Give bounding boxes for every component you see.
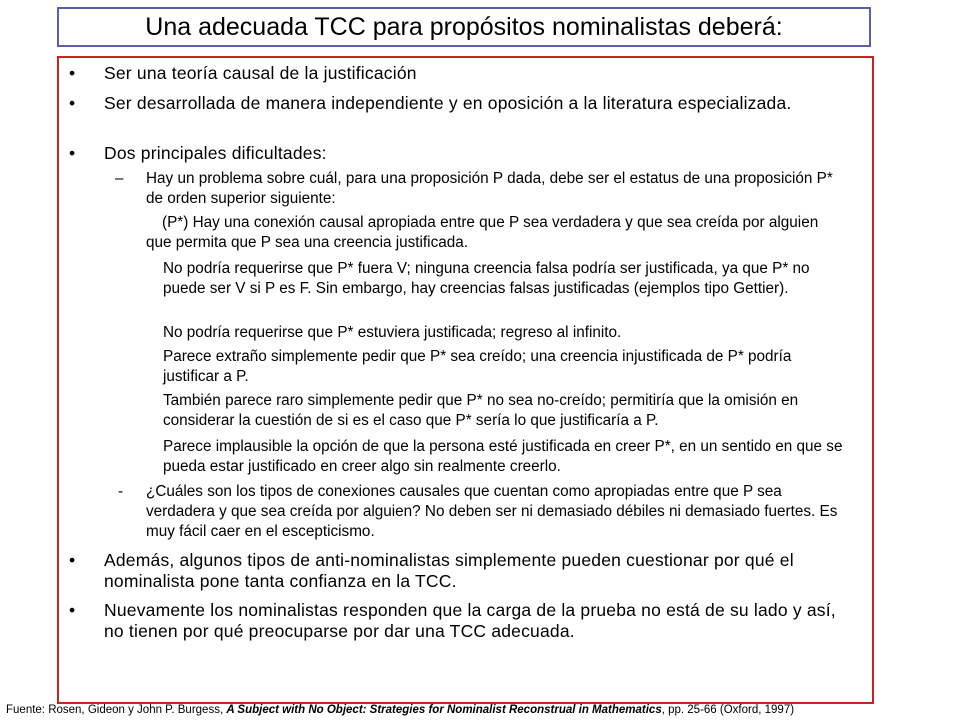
bullet-text-4: Además, algunos tipos de anti-nominalistas simplemente pueden cuestionar por qué el nominalista pone tanta confianza en la TCC. xyxy=(104,550,794,591)
slide-title: Una adecuada TCC para propósitos nominalistas deberá: xyxy=(145,12,783,41)
source-suffix: , pp. 25-66 (Oxford, 1997) xyxy=(661,704,795,716)
bullet-marker: • xyxy=(69,600,76,620)
bullet-marker: • xyxy=(69,63,76,83)
note-4: También parece raro simplemente pedir que P* no sea no-creído; permitiría que la omisión en considerar la cuestión de si es el caso que P* sería lo que justificaría a P. xyxy=(163,392,799,429)
source-citation xyxy=(6,703,794,717)
slide-title-box xyxy=(57,7,871,47)
bullet-text-1: Ser una teoría causal de la justificación xyxy=(104,63,417,83)
sub-text-1: Hay un problema sobre cuál, para una proposición P dada, debe ser el estatus de una proposición P* de orden superior siguiente: xyxy=(146,170,833,207)
note-2: No podría requerirse que P* estuviera justificada; regreso al infinito. xyxy=(163,324,622,341)
sub-marker: - xyxy=(118,483,124,500)
content-box xyxy=(57,56,874,704)
bullet-marker: • xyxy=(69,550,76,570)
bullet-marker: • xyxy=(69,143,76,163)
source-book-title: A Subject with No Object: Strategies for Nominalist Reconstrual in Mathematics xyxy=(226,704,662,716)
sub-marker: – xyxy=(115,170,124,187)
bullet-text-5: Nuevamente los nominalistas responden que la carga de la prueba no está de su lado y así, no tienen por qué preocuparse por dar una TCC adecuada. xyxy=(104,600,836,641)
p-star-paragraph: (P*) Hay una conexión causal apropiada entre que P sea verdadera y que sea creída por alguien que permita que P sea una creencia justificada. xyxy=(146,214,819,251)
note-3: Parece extraño simplemente pedir que P* sea creído; una creencia injustificada de P* podría justificar a P. xyxy=(163,348,792,385)
bullet-text-2: Ser desarrollada de manera independiente y en oposición a la literatura especializada. xyxy=(104,93,792,113)
note-5: Parece implausible la opción de que la persona esté justificada en creer P*, en un sentido en que se pueda estar justificado en creer algo sin realmente creerlo. xyxy=(163,438,843,475)
bullet-text-3: Dos principales dificultades: xyxy=(104,143,327,163)
source-prefix: Fuente: Rosen, Gideon y John P. Burgess, xyxy=(6,704,227,716)
sub-text-2: ¿Cuáles son los tipos de conexiones causales que cuentan como apropiadas entre que P sea verdadera y que sea creída por alguien? No deben ser ni demasiado débiles ni demasiado fuertes. Es muy fácil caer en el escepticismo. xyxy=(146,483,838,540)
content-inner xyxy=(59,58,872,702)
note-1: No podría requerirse que P* fuera V; ninguna creencia falsa podría ser justificada, ya que P* no puede ser V si P es F. Sin embargo, hay creencias falsas justificadas (ejemplos tipo Gettier). xyxy=(163,260,810,297)
bullet-marker: • xyxy=(69,93,76,113)
